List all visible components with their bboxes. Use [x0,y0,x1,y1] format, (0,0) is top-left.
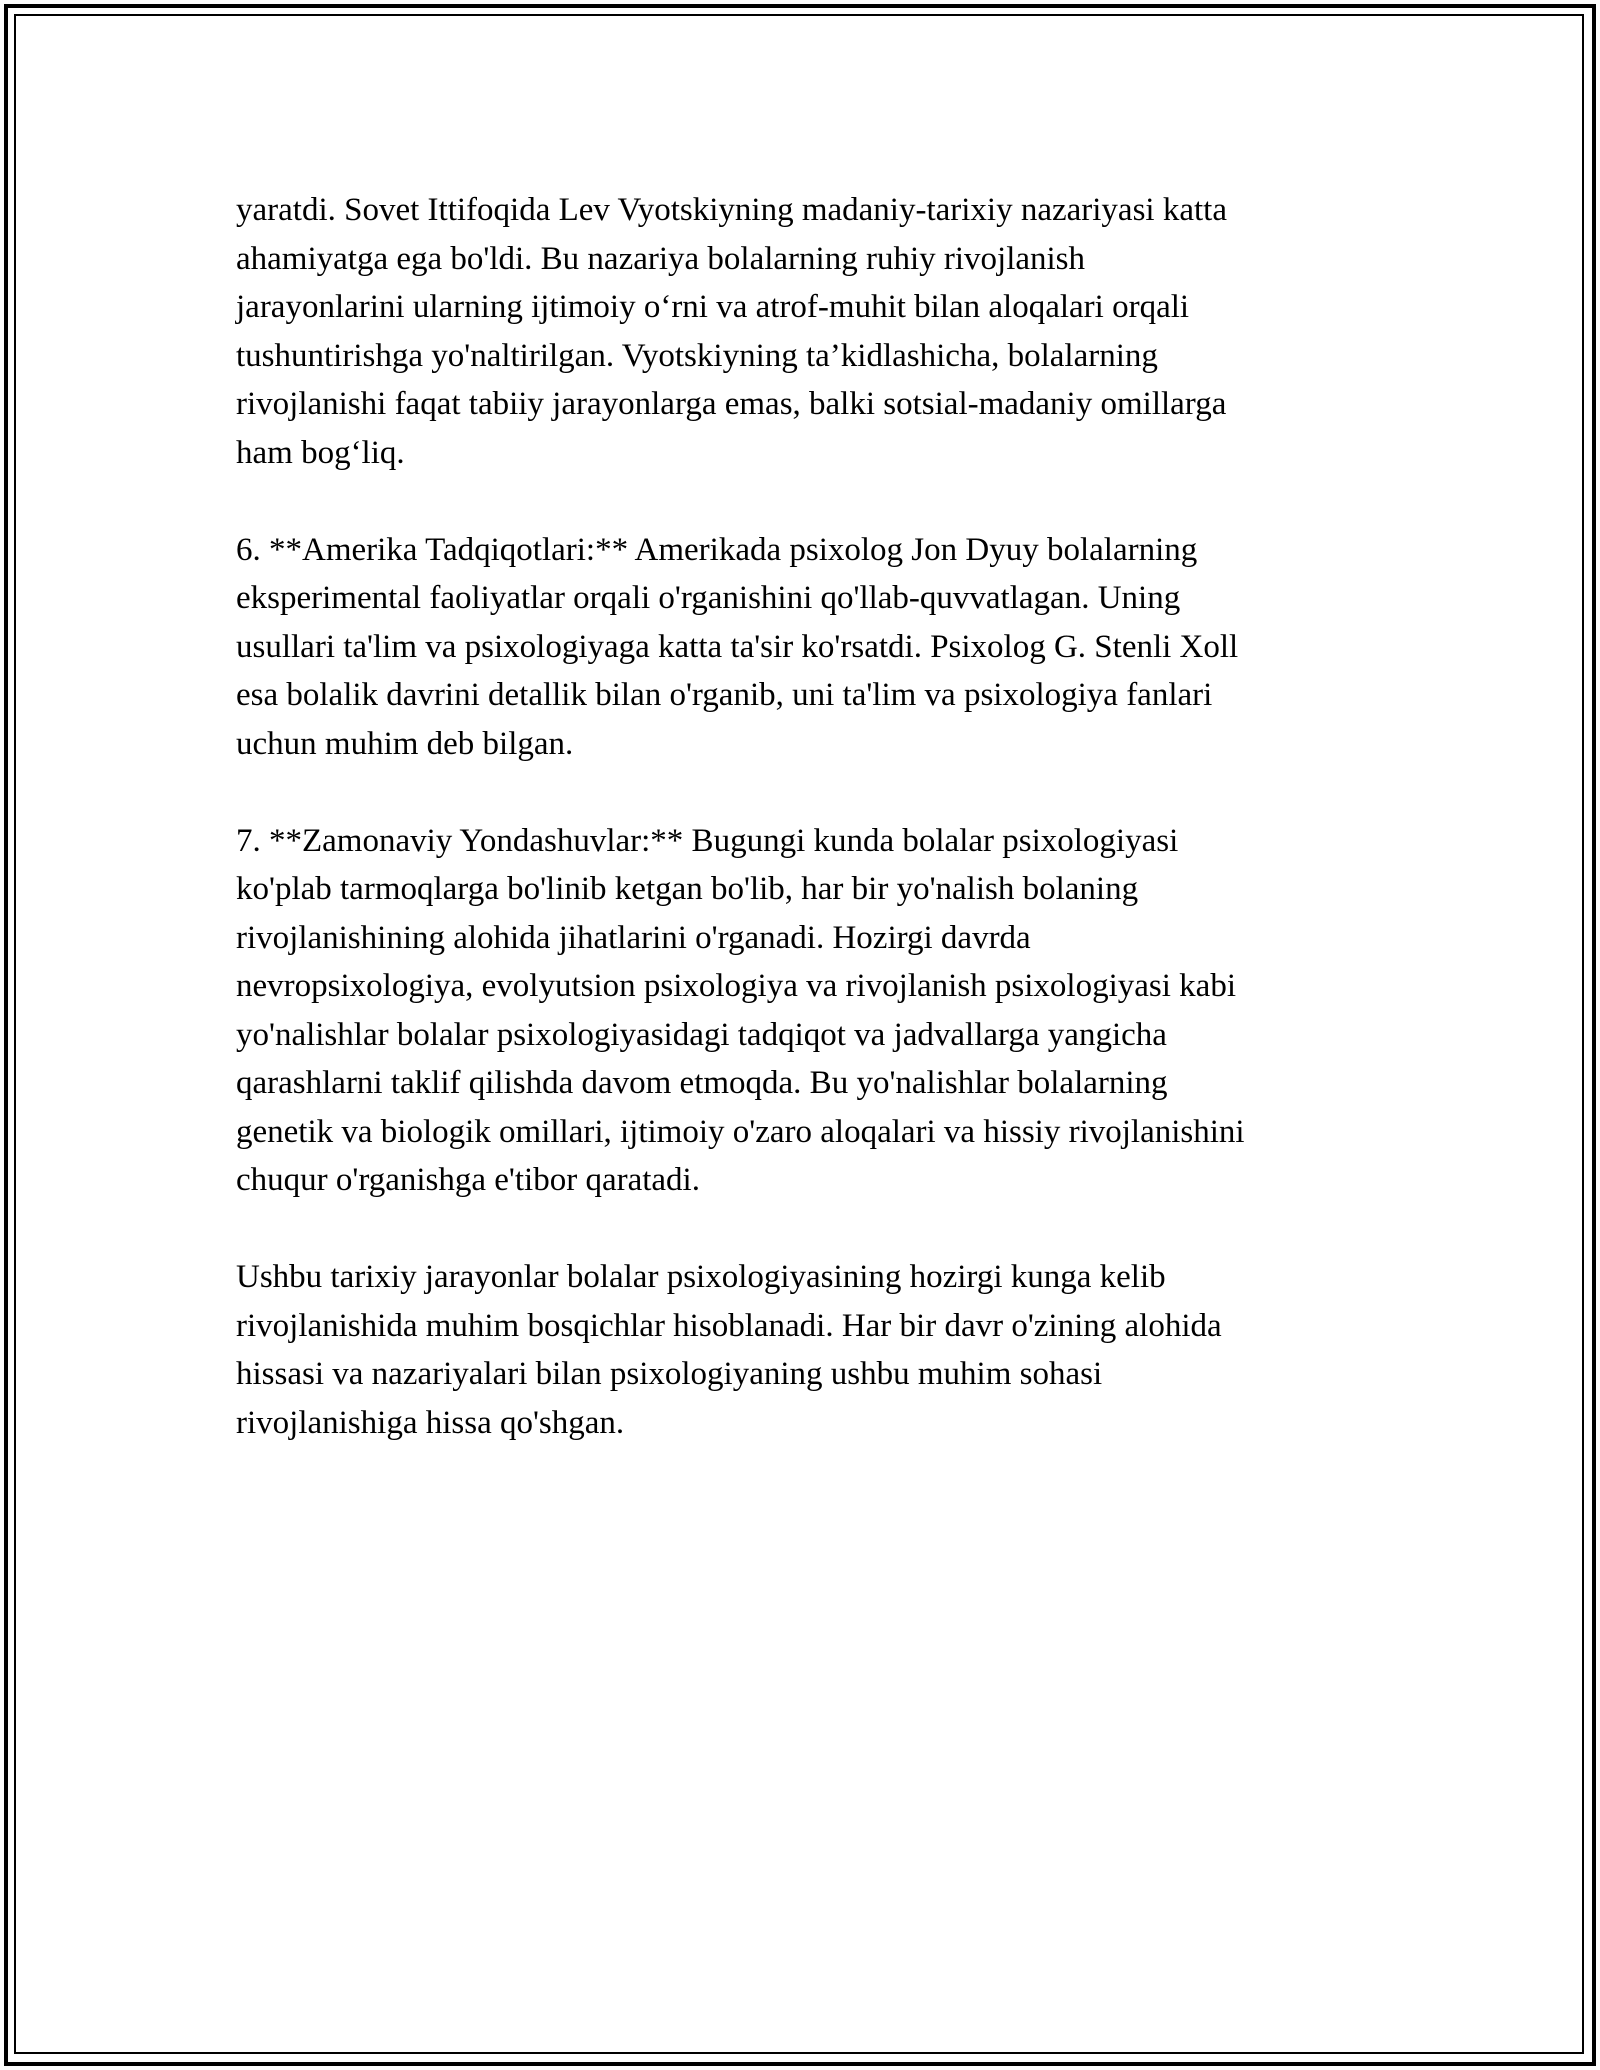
paragraph-zamonaviy-yondashuvlar: 7. **Zamonaviy Yondashuvlar:** Bugungi kunda bolalar psixologiyasi ko'plab tarmoqlarga bo'linib ketgan bo'lib, har bir yo'nalish bolaning rivojlanishining alohida jihatlarini o'rganadi. Hozirgi davrda nevropsixologiya, evolyutsion psixologiya va rivojlanish psixologiyasi kabi yo'nalishlar bolalar psixologiyasidagi tadqiqot va jadvallarga yangicha qarashlarni taklif qilishda davom etmoqda. Bu yo'nalishlar bolalarning genetik va biologik omillari, ijtimoiy o'zaro aloqalari va hissiy rivojlanishini chuqur o'rganishga e'tibor qaratadi. [236,822,1245,1198]
paragraph-conclusion: Ushbu tarixiy jarayonlar bolalar psixologiyasining hozirgi kunga kelib rivojlanishida muhim bosqichlar hisoblanadi. Har bir davr o'zining alohida hissasi va nazariyalari bilan psixologiyaning ushbu muhim sohasi rivojlanishiga hissa qo'shgan. [236,1259,1222,1441]
document-body [236,186,1376,1496]
paragraph-amerika-tadqiqotlari: 6. **Amerika Tadqiqotlari:** Amerikada psixolog Jon Dyuy bolalarning eksperimental faoliyatlar orqali o'rganishini qo'llab-quvvatlagan. Uning usullari ta'lim va psixologiyaga katta ta'sir ko'rsatdi. Psixolog G. Stenli Xoll esa bolalik davrini detallik bilan o'rganib, uni ta'lim va psixologiya fanlari uchun muhim deb bilgan. [236,531,1239,762]
paragraph-vyotskiy: yaratdi. Sovet Ittifoqida Lev Vyotskiyning madaniy-tarixiy nazariyasi katta ahamiyatga ega bo'ldi. Bu nazariya bolalarning ruhiy rivojlanish jarayonlarini ularning ijtimoiy o‘rni va atrof-muhit bilan aloqalari orqali tushuntirishga yo'naltirilgan. Vyotskiyning ta’kidlashicha, bolalarning rivojlanishi faqat tabiiy jarayonlarga emas, balki sotsial-madaniy omillarga ham bog‘liq. [236,192,1227,471]
